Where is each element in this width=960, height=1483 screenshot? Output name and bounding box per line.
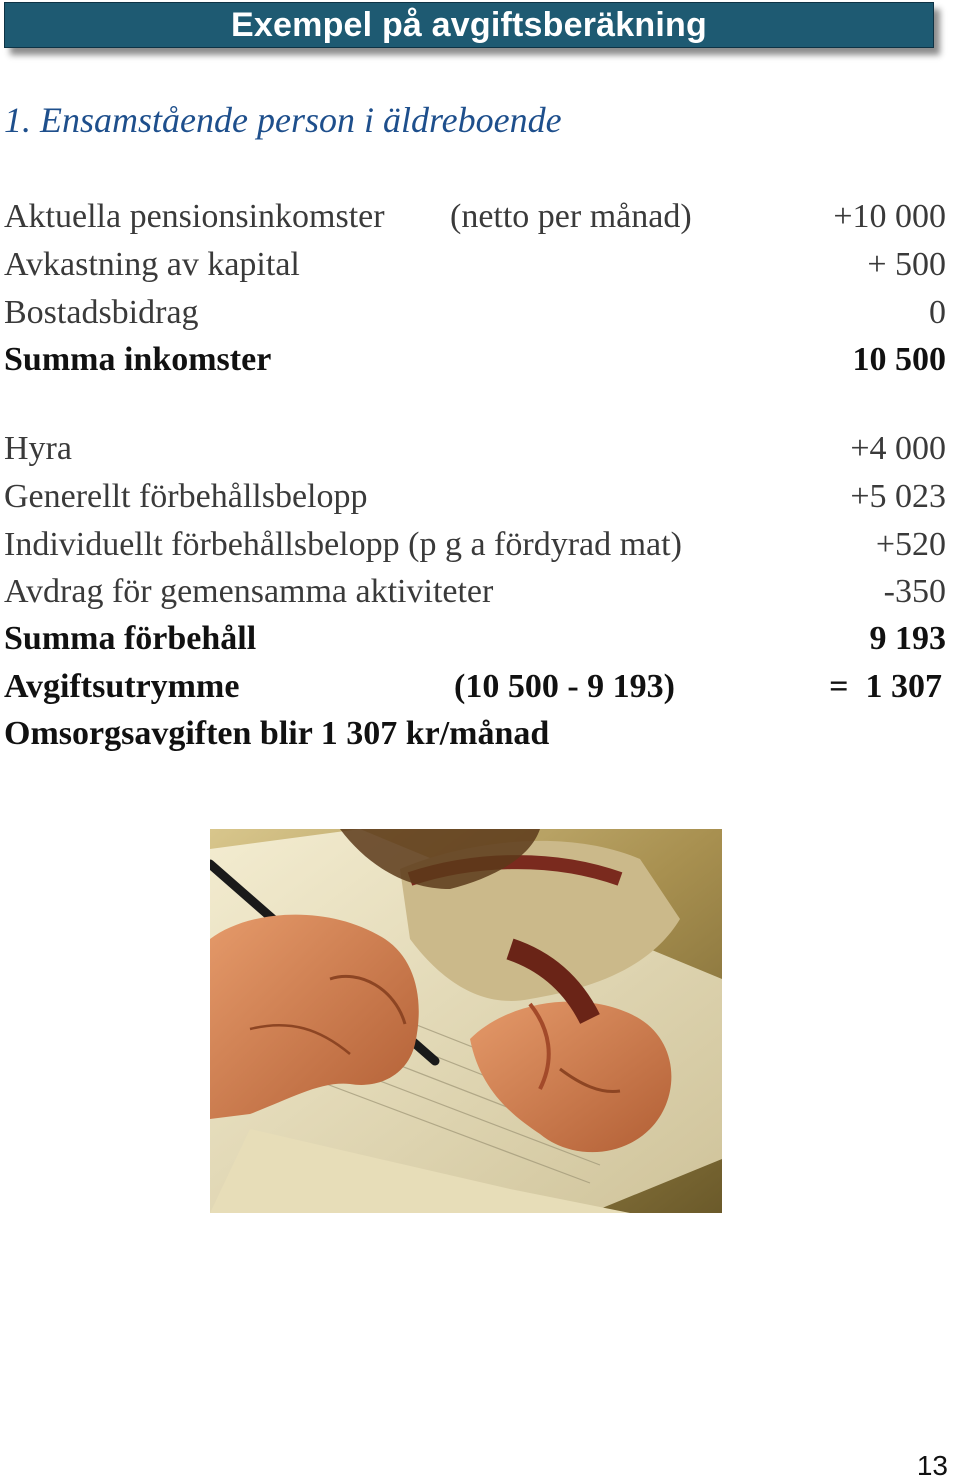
reservation-row bbox=[4, 569, 946, 615]
hands-signing-photo bbox=[210, 829, 722, 1213]
total-label: Summa inkomster bbox=[4, 341, 272, 378]
row-value: 0 bbox=[929, 294, 946, 331]
fee-space-calc: (10 500 - 9 193) bbox=[454, 668, 675, 705]
income-row bbox=[4, 290, 946, 336]
row-note: (netto per månad) bbox=[450, 198, 692, 235]
row-value: + 500 bbox=[867, 246, 946, 283]
row-value: +5 023 bbox=[850, 478, 946, 515]
reservation-total-row bbox=[4, 616, 946, 662]
total-value: 10 500 bbox=[852, 341, 946, 378]
income-row bbox=[4, 194, 946, 240]
fee-space-value: = 1 307 bbox=[829, 668, 942, 705]
total-value: 9 193 bbox=[869, 620, 946, 657]
row-label: Avkastning av kapital bbox=[4, 246, 300, 283]
row-label: Avdrag för gemensamma aktiviteter bbox=[4, 573, 494, 610]
conclusion-text: Omsorgsavgiften blir 1 307 kr/månad bbox=[4, 715, 550, 752]
income-total-row bbox=[4, 337, 946, 383]
row-label: Aktuella pensionsinkomster bbox=[4, 198, 385, 235]
reservation-row bbox=[4, 426, 946, 472]
row-value: +4 000 bbox=[850, 430, 946, 467]
row-value: -350 bbox=[883, 573, 946, 610]
fee-space-row bbox=[4, 664, 946, 710]
fee-space-label: Avgiftsutrymme bbox=[4, 668, 240, 705]
row-label: Individuellt förbehållsbelopp (p g a fördyrad mat) bbox=[4, 526, 682, 563]
row-label: Bostadsbidrag bbox=[4, 294, 199, 331]
conclusion-row bbox=[4, 711, 946, 757]
header-banner bbox=[4, 2, 934, 48]
reservation-row bbox=[4, 474, 946, 520]
page-title: Exempel på avgiftsberäkning bbox=[231, 6, 707, 44]
section-subtitle: 1. Ensamstående person i äldreboende bbox=[4, 100, 562, 140]
reservation-row bbox=[4, 522, 946, 568]
photo-illustration bbox=[210, 829, 722, 1213]
total-label: Summa förbehåll bbox=[4, 620, 257, 657]
page-number: 13 bbox=[916, 1450, 948, 1481]
row-label: Generellt förbehållsbelopp bbox=[4, 478, 368, 515]
row-label: Hyra bbox=[4, 430, 72, 467]
income-row bbox=[4, 242, 946, 288]
row-value: +520 bbox=[875, 526, 946, 563]
row-value: +10 000 bbox=[833, 198, 946, 235]
